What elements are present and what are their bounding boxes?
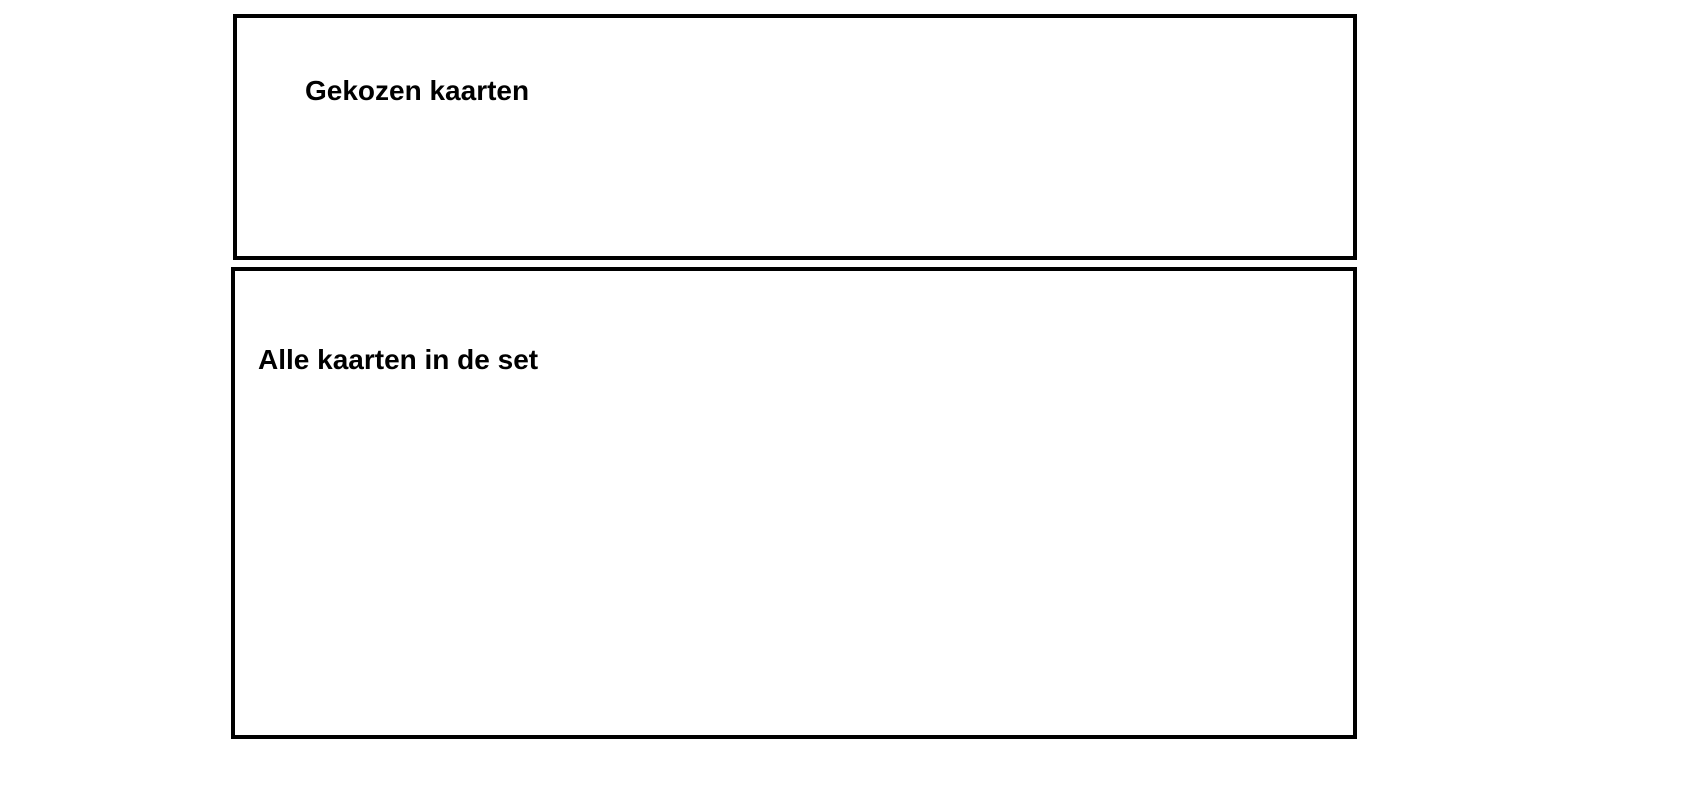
all-cards-list-area[interactable]: [245, 367, 1343, 725]
selected-cards-panel: [233, 14, 1357, 260]
all-cards-title: Alle kaarten in de set: [258, 344, 539, 376]
selected-cards-drop-area[interactable]: [247, 98, 1343, 246]
selected-cards-title: Gekozen kaarten: [305, 75, 530, 107]
all-cards-panel: [231, 267, 1357, 739]
